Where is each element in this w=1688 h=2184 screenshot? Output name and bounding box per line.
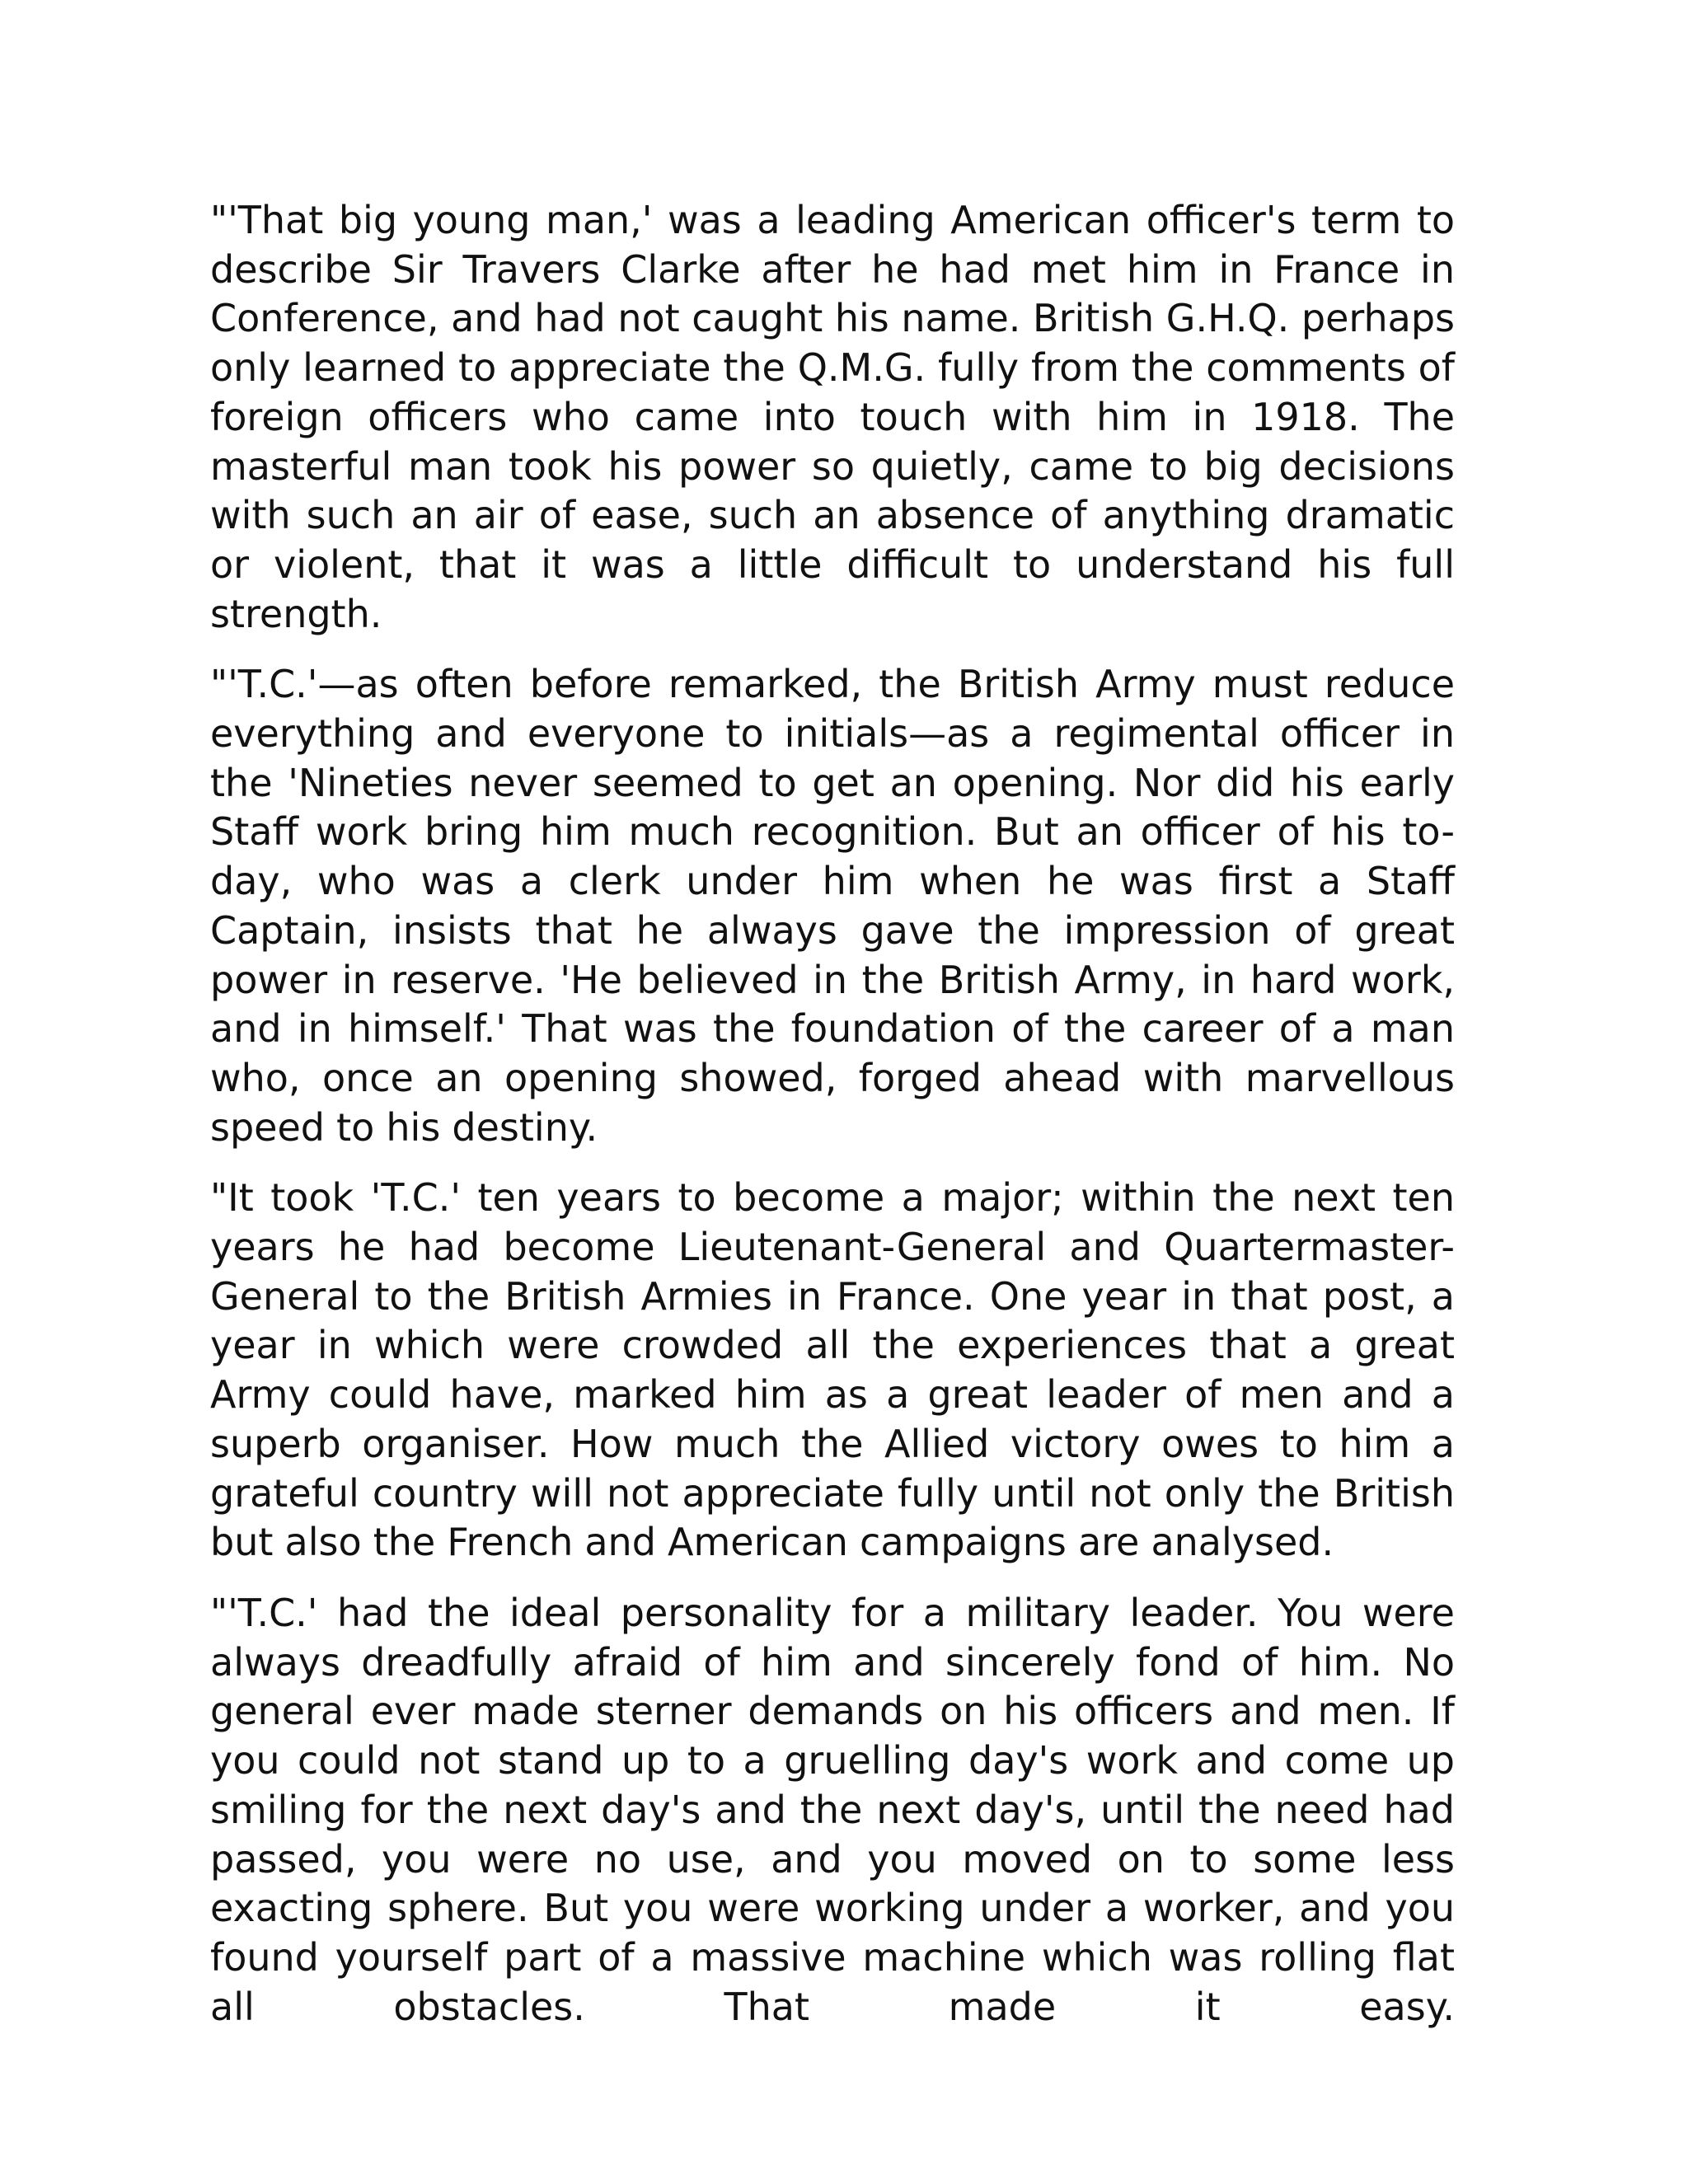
paragraph-4: "'T.C.' had the ideal personality for a military leader. You were always dreadfully afraid of him and sincerely fond of him. No general ever made sterner demands on his officers and men. If you could not stand up to a gruelling day's work and come up smiling for the next day's and the next day's, until the need had passed, you were no use, and you moved on to some less exacting sphere. But you were working under a worker, and you found yourself part of a massive machine which was rolling flat all obstacles. That made it easy. xyxy=(210,1590,1455,2029)
document-page xyxy=(210,196,1455,2053)
paragraph-1: "'That big young man,' was a leading American officer's term to describe Sir Travers Clarke after he had met him in France in Conference, and had not caught his name. British G.H.Q. perhaps only learned to appreciate the Q.M.G. fully from the comments of foreign officers who came into touch with him in 1918. The masterful man took his power so quietly, came to big decisions with such an air of ease, such an absence of anything dramatic or violent, that it was a little difficult to understand his full strength. xyxy=(210,198,1455,636)
paragraph-2: "'T.C.'—as often before remarked, the British Army must reduce everything and everyone to initials—as a regimental officer in the 'Nineties never seemed to get an opening. Nor did his early Staff work bring him much recognition. But an officer of his to-day, who was a clerk under him when he was first a Staff Captain, insists that he always gave the impression of great power in reserve. 'He believed in the British Army, in hard work, and in himself.' That was the foundation of the career of a man who, once an opening showed, forged ahead with marvellous speed to his destiny. xyxy=(210,662,1455,1150)
paragraph-3: "It took 'T.C.' ten years to become a major; within the next ten years he had become Lieutenant-General and Quartermaster-General to the British Armies in France. One year in that post, a year in which were crowded all the experiences that a great Army could have, marked him as a great leader of men and a superb organiser. How much the Allied victory owes to him a grateful country will not appreciate fully until not only the British but also the French and American campaigns are analysed. xyxy=(210,1175,1455,1565)
